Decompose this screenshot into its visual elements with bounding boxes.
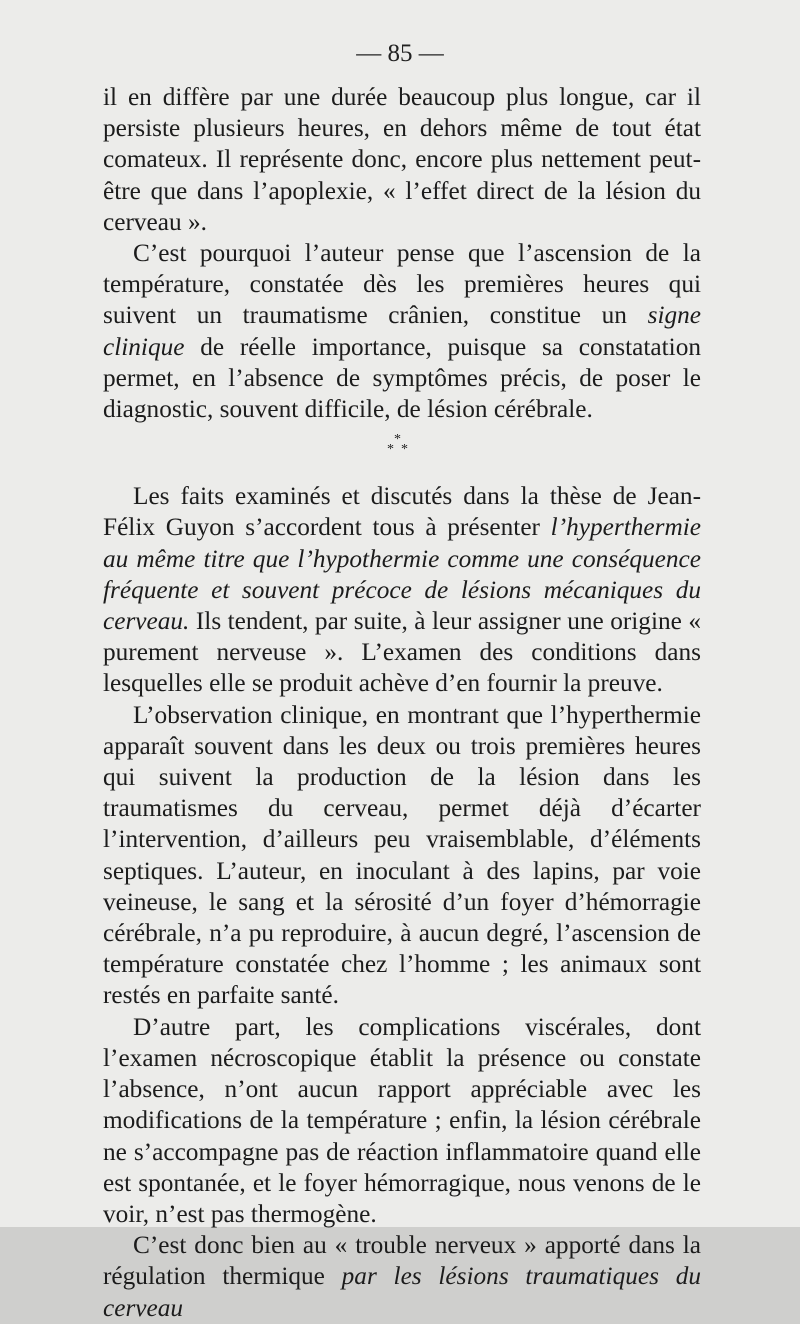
paragraph-1 — [103, 82, 701, 238]
paragraph-3-text-a: Les faits examinés et discutés dans la thèse de Jean-Félix Guyon s’accordent tous à présenter — [103, 482, 701, 542]
paragraph-2-italic: signe clinique — [103, 301, 701, 361]
paragraph-4-text: L’observation clinique, en montrant que l’hyperthermie apparaît souvent dans les deux ou trois premières heures qui suivent la production de la lésion dans les traumatismes du cerveau, permet déjà d’écarter l’intervention, d’ailleurs peu vraisemblable, d’éléments septiques. L’auteur, en inoculant à des lapins, par voie veineuse, le sang et la sérosité d’un foyer d’hémorragie cérébrale, n’a pu reproduire, à aucun degré, l’ascension de température constatée chez l’homme ; les animaux sont restés en parfaite santé. — [103, 700, 701, 1010]
paragraph-2-text-a: C’est pourquoi l’auteur pense que l’ascension de la température, constatée dès les premières heures qui suivent un traumatisme crânien, constitue un — [103, 239, 701, 330]
paragraph-3 — [103, 481, 701, 699]
asterism-star-left: * — [387, 442, 394, 458]
asterism-star-right: * — [401, 442, 408, 458]
paragraph-5 — [103, 1012, 701, 1230]
asterism-divider — [103, 429, 701, 471]
paragraph-2-text-b: de réelle importance, puisque sa constatation permet, en l’absence de symptômes précis, de poser le diagnostic, souvent difficile, de lésion cérébrale. — [103, 332, 701, 424]
paragraph-2 — [103, 238, 701, 425]
paragraph-6-text-a: C’est donc bien au « trouble nerveux » apporté dans la régulation thermique — [103, 1231, 701, 1291]
paragraph-5-text: D’autre part, les complications viscérales, dont l’examen nécroscopique établit la présence ou constate l’absence, n’ont aucun rapport appréciable avec les modifications de la température ; enfin, la lésion cérébrale ne s’accompagne pas de réaction inflammatoire quand elle est spontanée, et le foyer hémorragique, nous venons de le voir, n’est pas thermogène. — [103, 1012, 701, 1228]
paragraph-3-text-b: Ils tendent, par suite, à leur assigner une origine « purement nerveuse ». L’examen des conditions dans lesquelles elle se produit achève d’en fournir la preuve. — [103, 607, 701, 698]
body-text — [103, 82, 701, 1324]
paragraph-6-italic: par les lésions traumatiques du cerveau — [103, 1262, 701, 1322]
paragraph-1-text: il en diffère par une durée beaucoup plus longue, car il persiste plusieurs heures, en dehors même de tout état comateux. Il représente donc, encore plus nettement peut-être que dans l’apoplexie, « l’effet direct de la lésion du cerveau ». — [103, 83, 701, 236]
paragraph-3-italic: l’hyperthermie au même titre que l’hypothermie comme une conséquence fréquente et souvent précoce de lésions mécaniques du cerveau. — [103, 513, 701, 636]
page-number: — 85 — — [356, 40, 444, 67]
paragraph-6 — [103, 1230, 701, 1324]
asterism-star-top: * — [394, 432, 401, 448]
paragraph-4 — [103, 700, 701, 1012]
